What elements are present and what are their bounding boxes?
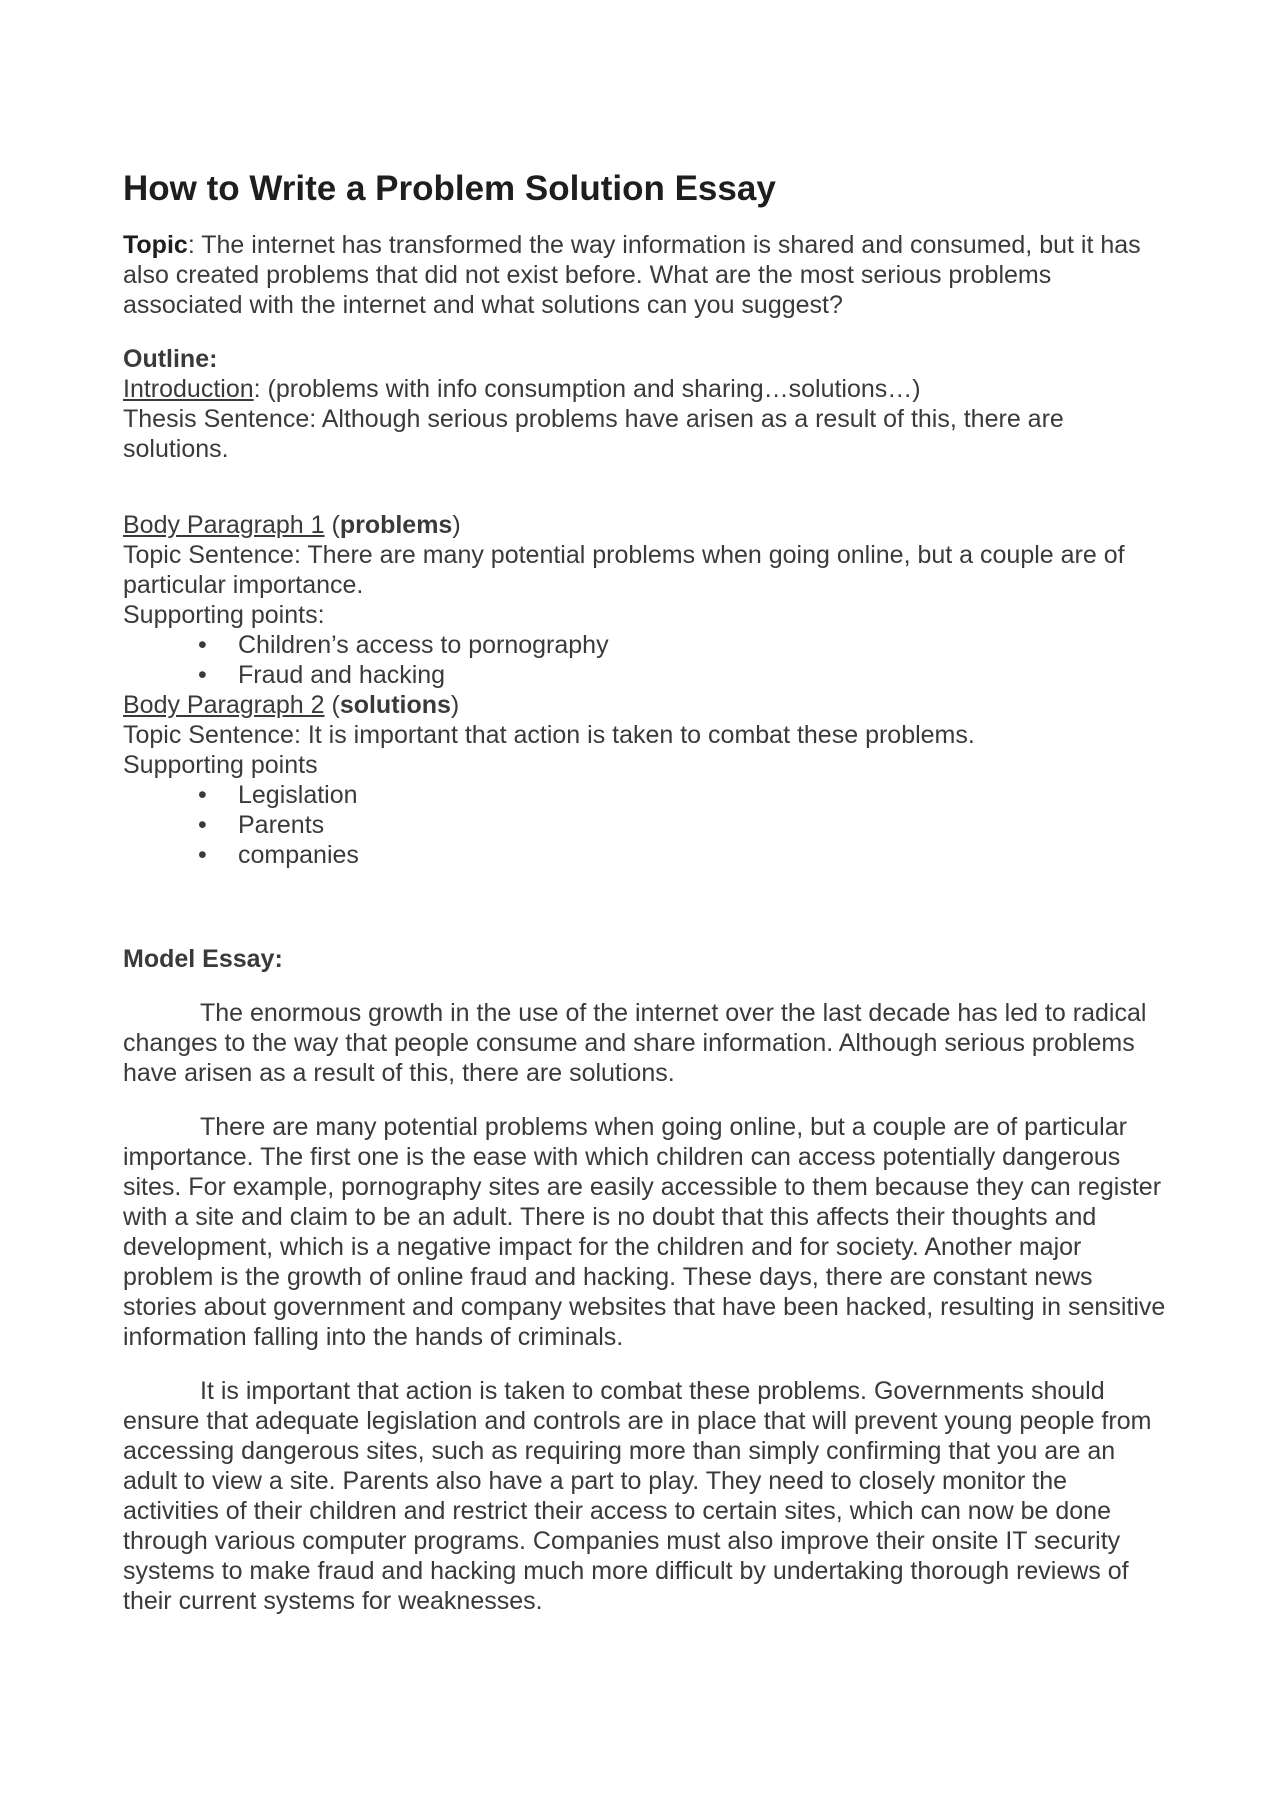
bullet-icon: • (198, 631, 207, 659)
introduction-label: Introduction (123, 375, 254, 403)
topic-paragraph (123, 230, 1168, 320)
document-page (123, 168, 1168, 1640)
body-paragraph-1-topic-sentence: Topic Sentence: There are many potential problems when going online, but a couple are of particular importance. (123, 541, 1125, 599)
topic-text: : The internet has transformed the way information is shared and consumed, but it has also created problems that did not exist before. What are the most serious problems associated with the internet and what solutions can you suggest? (123, 231, 1141, 319)
list-item (123, 810, 1168, 840)
body-paragraph-2-points-label: Supporting points (123, 751, 318, 779)
introduction-text: : (problems with info consumption and sharing…solutions…) (253, 375, 921, 403)
body-paragraph-2-open: ( (324, 691, 340, 719)
body-paragraph-1-keyword: problems (339, 511, 453, 539)
list-item-text: Fraud and hacking (238, 661, 446, 689)
spacer (123, 464, 1168, 510)
body-paragraph-2-close: ) (450, 691, 460, 719)
document-title: How to Write a Problem Solution Essay (123, 169, 776, 208)
body-paragraph-2-heading (123, 690, 1168, 720)
bullet-icon: • (198, 841, 207, 869)
body-paragraph-2-topic-sentence: Topic Sentence: It is important that action is taken to combat these problems. (123, 721, 975, 749)
model-essay-heading: Model Essay: (123, 945, 283, 973)
list-item (123, 630, 1168, 660)
bullet-icon: • (198, 661, 207, 689)
list-item-text: Legislation (238, 781, 358, 809)
body-paragraph-1-close: ) (452, 511, 461, 539)
body-paragraph-2-keyword: solutions (339, 691, 451, 719)
essay-paragraph-2: There are many potential problems when going online, but a couple are of particular importance. The first one is the ease with which children can access potentially dangerous sites. For example, pornography sites are easily accessible to them because they can register with a site and claim to be an adult. There is no doubt that this affects their thoughts and development, which is a negative impact for the children and for society. Another major problem is the growth of online fraud and hacking. These days, there are constant news stories about government and company websites that have been hacked, resulting in sensitive information falling into the hands of criminals. (123, 1113, 1166, 1351)
bullet-icon: • (198, 781, 207, 809)
outline-heading: Outline: (123, 345, 218, 373)
list-item (123, 660, 1168, 690)
body-paragraph-1-open: ( (324, 511, 340, 539)
body-paragraph-1-points-label: Supporting points: (123, 601, 325, 629)
outline-introduction (123, 374, 1168, 404)
thesis-sentence: Thesis Sentence: Although serious problems have arisen as a result of this, there are solutions. (123, 405, 1064, 463)
bullet-icon: • (198, 811, 207, 839)
list-item-text: Children’s access to pornography (238, 631, 609, 659)
list-item-text: Parents (238, 811, 325, 839)
list-item-text: companies (238, 841, 359, 869)
body-paragraph-1-heading (123, 510, 1168, 540)
essay-paragraph-1: The enormous growth in the use of the internet over the last decade has led to radical changes to the way that people consume and share information. Although serious problems have arisen as a result of this, there are solutions. (123, 999, 1147, 1087)
body-paragraph-2-points (123, 780, 1168, 870)
essay-paragraph-3: It is important that action is taken to combat these problems. Governments should ensure that adequate legislation and controls are in place that will prevent young people from accessing dangerous sites, such as requiring more than simply confirming that you are an adult to view a site. Parents also have a part to play. They need to closely monitor the activities of their children and restrict their access to certain sites, which can now be done through various computer programs. Companies must also improve their onsite IT security systems to make fraud and hacking much more difficult by undertaking thorough reviews of their current systems for weaknesses. (123, 1377, 1152, 1615)
list-item (123, 780, 1168, 810)
body-paragraph-1-points (123, 630, 1168, 690)
list-item (123, 840, 1168, 870)
body-paragraph-2-label: Body Paragraph 2 (123, 691, 325, 719)
spacer (123, 870, 1168, 944)
topic-label: Topic (123, 231, 188, 259)
body-paragraph-1-label: Body Paragraph 1 (123, 511, 325, 539)
